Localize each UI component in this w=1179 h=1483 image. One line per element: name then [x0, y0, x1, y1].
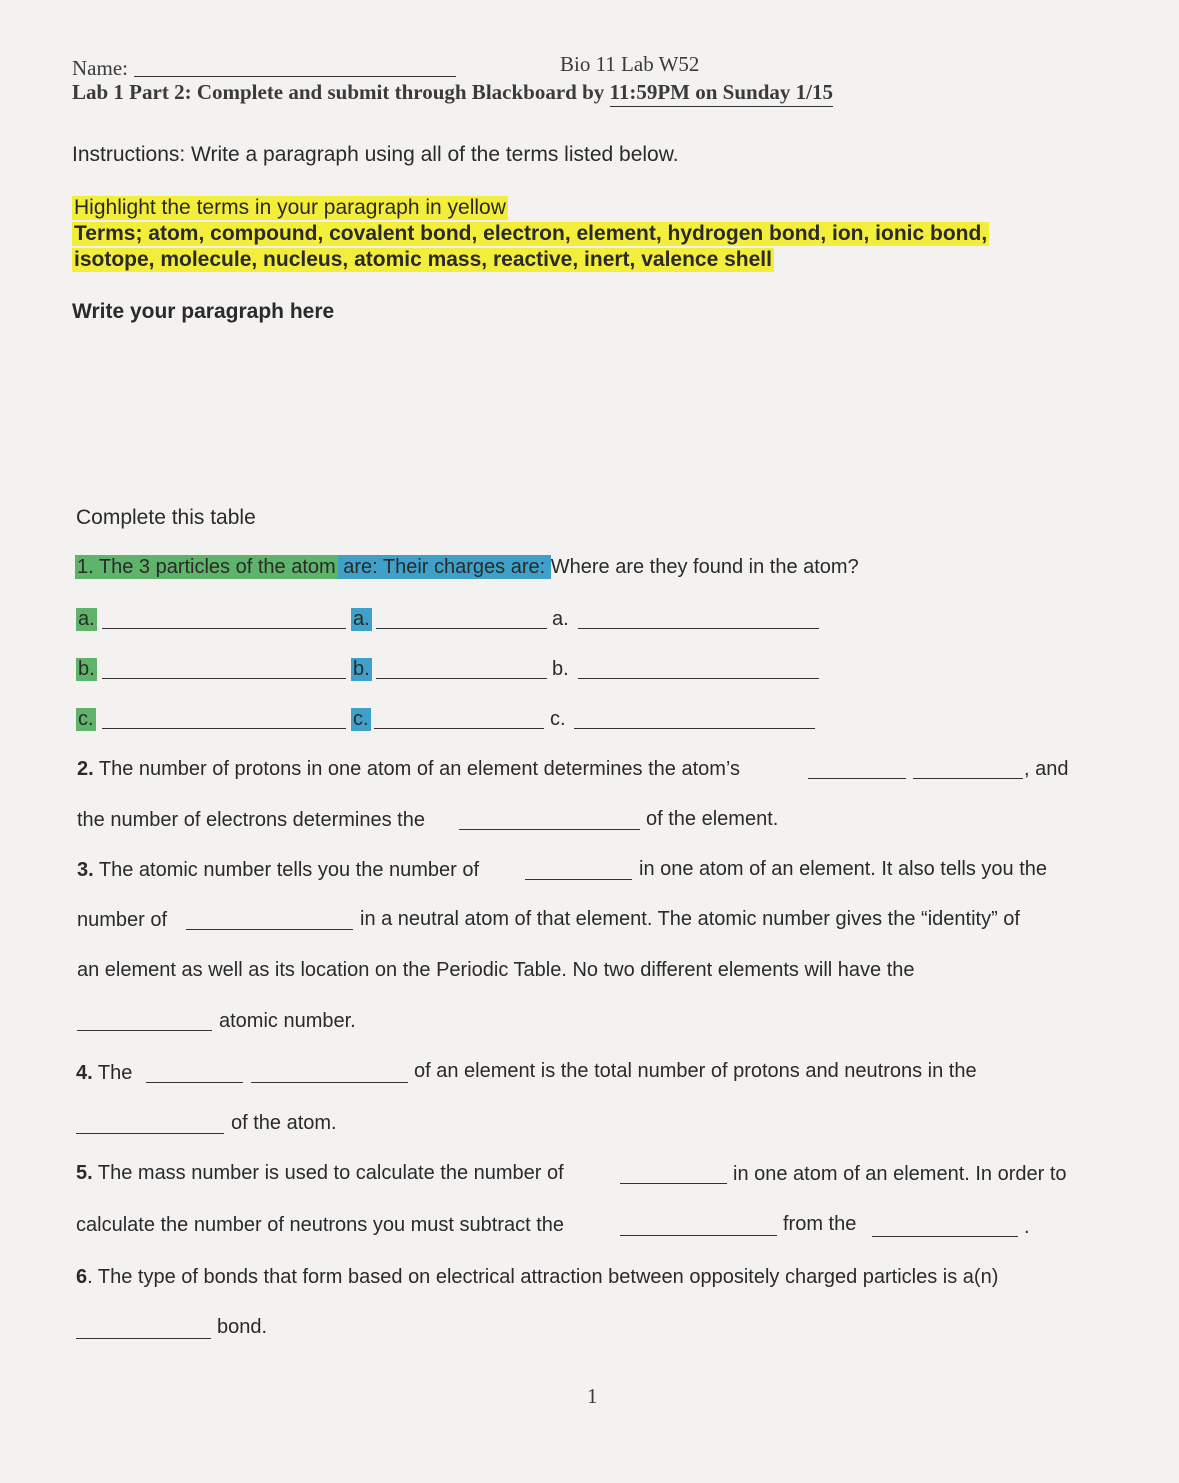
q5-text-1: The mass number is used to calculate the number of — [92, 1162, 564, 1184]
q1-header-row — [75, 556, 859, 579]
page-number: 1 — [587, 1384, 598, 1408]
paragraph-heading: Write your paragraph here — [72, 300, 335, 323]
name-label: Name: — [72, 56, 128, 80]
row-c-particle-input[interactable] — [102, 708, 346, 729]
q4-text-1: The — [92, 1062, 133, 1084]
q3-line-1 — [77, 859, 479, 882]
row-a-particle-input[interactable] — [102, 608, 346, 629]
q4-text-3: of the atom. — [231, 1112, 337, 1134]
q1-col3: Where are they found in the atom? — [550, 556, 859, 578]
row-c-location-input[interactable] — [574, 708, 815, 729]
q5-blank-2[interactable] — [620, 1215, 777, 1236]
q3-text-1: The atomic number tells you the number of — [93, 859, 480, 881]
terms-line-2: isotope, molecule, nucleus, atomic mass, reactive, inert, valence shell — [74, 248, 772, 271]
lab-title-prefix: Lab 1 Part 2: Complete and submit through Blackboard by — [72, 80, 610, 104]
row-a-charge-input[interactable] — [376, 608, 547, 629]
deadline: 11:59PM on Sunday 1/15 — [610, 80, 833, 107]
row-a-letter-1: a. — [78, 608, 95, 630]
row-b-letter-2: b. — [353, 658, 370, 680]
q3-text-2: in one atom of an element. It also tells you the — [639, 858, 1048, 880]
q2-blank-1b[interactable] — [913, 758, 1023, 779]
q3-blank-1[interactable] — [525, 859, 632, 880]
terms-line-1: Terms; atom, compound, covalent bond, electron, element, hydrogen bond, ion, ionic bond, — [74, 222, 988, 245]
highlight-note: Highlight the terms in your paragraph in yellow — [74, 196, 506, 219]
q4-number: 4. — [76, 1062, 93, 1084]
q6-line-1 — [76, 1266, 998, 1289]
q6-number: 6 — [76, 1266, 88, 1288]
q6-blank-1[interactable] — [76, 1318, 211, 1339]
row-a-location-input[interactable] — [578, 608, 819, 629]
q2-text-2: , and — [1024, 758, 1069, 780]
q5-text-3: calculate the number of neutrons you must subtract the — [76, 1214, 565, 1236]
q6-text-2: bond. — [217, 1316, 268, 1338]
q2-number: 2. — [77, 758, 94, 780]
instructions-text: Instructions: Write a paragraph using all of the terms listed below. — [72, 143, 679, 166]
lab-title — [72, 80, 833, 105]
q5-blank-1[interactable] — [620, 1163, 727, 1184]
q5-text-2: in one atom of an element. In order to — [733, 1163, 1067, 1185]
row-c-letter-1: c. — [78, 708, 94, 730]
paragraph-input[interactable] — [72, 335, 1106, 489]
q4-text-2: of an element is the total number of protons and neutrons in the — [414, 1060, 977, 1082]
q5-text-5: . — [1024, 1216, 1030, 1238]
row-b-charge-input[interactable] — [376, 658, 547, 679]
q5-number: 5. — [76, 1162, 93, 1184]
row-c-letter-3: c. — [550, 708, 566, 730]
q4-blank-1b[interactable] — [251, 1062, 408, 1083]
row-b-particle-input[interactable] — [102, 658, 346, 679]
q2-text-3: the number of electrons determines the — [77, 809, 425, 831]
q3-text-4: in a neutral atom of that element. The atomic number gives the “identity” of — [360, 908, 1020, 930]
q1-col1: 1. The 3 particles of the atom — [77, 556, 336, 578]
q3-text-3: number of — [77, 909, 168, 931]
q3-blank-2[interactable] — [186, 909, 353, 930]
q2-text-4: of the element. — [646, 808, 779, 830]
q6-text-1: . The type of bonds that form based on electrical attraction between oppositely charged particles is a(n) — [87, 1266, 999, 1288]
row-b-location-input[interactable] — [578, 658, 819, 679]
row-b-letter-1: b. — [78, 658, 95, 680]
q4-blank-1a[interactable] — [146, 1062, 243, 1083]
q3-text-5: an element as well as its location on the Periodic Table. No two different elements will have the — [77, 959, 915, 981]
table-heading: Complete this table — [76, 506, 256, 529]
row-a-letter-3: a. — [552, 608, 569, 630]
course-title: Bio 11 Lab W52 — [560, 52, 700, 76]
q4-blank-2[interactable] — [76, 1113, 224, 1134]
q5-line-1 — [76, 1162, 564, 1185]
q2-blank-1a[interactable] — [808, 758, 906, 779]
q1-col1-tail: are — [337, 556, 373, 578]
q2-text-1: The number of protons in one atom of an element determines the atom’s — [93, 758, 740, 780]
name-input[interactable] — [134, 56, 456, 77]
q5-text-4: from the — [783, 1213, 857, 1235]
row-b-letter-3: b. — [552, 658, 569, 680]
row-a-letter-2: a. — [353, 608, 370, 630]
q3-text-6: atomic number. — [219, 1010, 356, 1032]
q3-number: 3. — [77, 859, 94, 881]
q4-line-1 — [76, 1062, 132, 1085]
row-c-charge-input[interactable] — [374, 708, 544, 729]
q5-blank-3[interactable] — [872, 1216, 1018, 1237]
q1-col2: : Their charges are: — [372, 556, 551, 578]
q2-blank-2[interactable] — [459, 809, 640, 830]
row-c-letter-2: c. — [353, 708, 369, 730]
q2-line-1 — [77, 758, 740, 781]
q3-blank-3[interactable] — [77, 1010, 212, 1031]
